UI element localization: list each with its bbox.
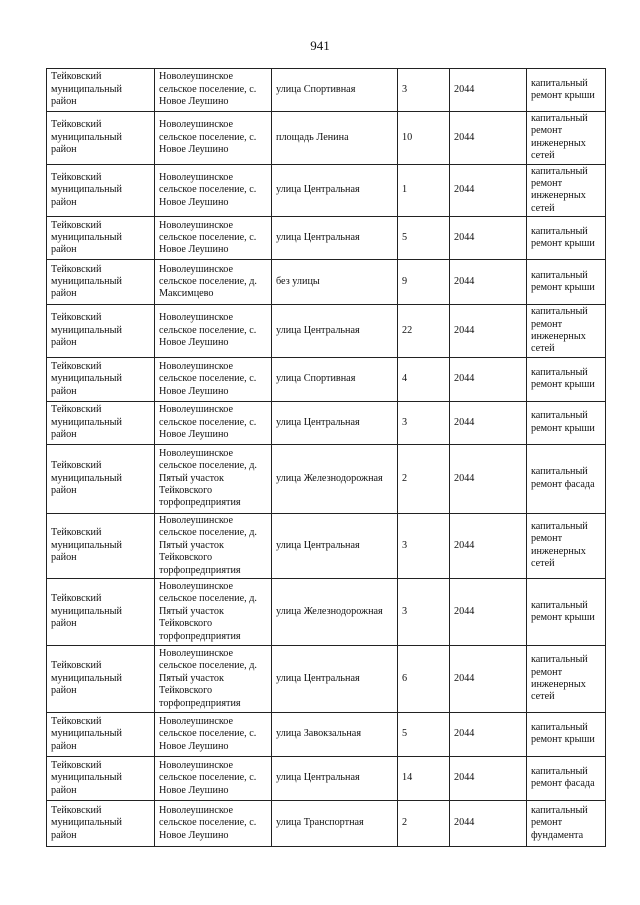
settlement-cell: Новолеушинское сельское поселение, д. Пятый участок Тейковского торфопредприятия — [155, 645, 272, 712]
table-row — [47, 800, 606, 846]
settlement-cell: Новолеушинское сельское поселение, с. Новое Леушино — [155, 712, 272, 756]
table-row — [47, 756, 606, 800]
table-row — [47, 712, 606, 756]
work-type-cell: капитальный ремонт крыши — [527, 260, 606, 305]
district-cell: Тейковский муниципальный район — [47, 513, 155, 578]
table-row — [47, 217, 606, 260]
street-cell: без улицы — [272, 260, 398, 305]
settlement-cell: Новолеушинское сельское поселение, с. Новое Леушино — [155, 112, 272, 165]
district-cell: Тейковский муниципальный район — [47, 401, 155, 444]
district-cell: Тейковский муниципальный район — [47, 578, 155, 645]
house-number-cell: 1 — [398, 164, 450, 217]
street-cell: улица Железнодорожная — [272, 578, 398, 645]
house-number-cell: 10 — [398, 112, 450, 165]
work-type-cell: капитальный ремонт крыши — [527, 401, 606, 444]
table-row — [47, 69, 606, 112]
district-cell: Тейковский муниципальный район — [47, 800, 155, 846]
page-number: 941 — [310, 38, 330, 53]
work-type-cell: капитальный ремонт инженерных сетей — [527, 513, 606, 578]
house-number-cell: 3 — [398, 578, 450, 645]
work-type-cell: капитальный ремонт фасада — [527, 756, 606, 800]
street-cell: улица Транспортная — [272, 800, 398, 846]
year-cell: 2044 — [450, 712, 527, 756]
year-cell: 2044 — [450, 357, 527, 401]
street-cell: улица Центральная — [272, 645, 398, 712]
settlement-cell: Новолеушинское сельское поселение, с. Новое Леушино — [155, 69, 272, 112]
house-number-cell: 3 — [398, 69, 450, 112]
district-cell: Тейковский муниципальный район — [47, 444, 155, 513]
repair-schedule-table — [46, 68, 606, 847]
district-cell: Тейковский муниципальный район — [47, 260, 155, 305]
table-row — [47, 401, 606, 444]
house-number-cell: 4 — [398, 357, 450, 401]
work-type-cell: капитальный ремонт крыши — [527, 357, 606, 401]
street-cell: площадь Ленина — [272, 112, 398, 165]
district-cell: Тейковский муниципальный район — [47, 164, 155, 217]
year-cell: 2044 — [450, 401, 527, 444]
table-row — [47, 164, 606, 217]
house-number-cell: 5 — [398, 217, 450, 260]
street-cell: улица Спортивная — [272, 357, 398, 401]
settlement-cell: Новолеушинское сельское поселение, с. Новое Леушино — [155, 217, 272, 260]
year-cell: 2044 — [450, 305, 527, 358]
year-cell: 2044 — [450, 513, 527, 578]
work-type-cell: капитальный ремонт крыши — [527, 578, 606, 645]
table-row — [47, 305, 606, 358]
settlement-cell: Новолеушинское сельское поселение, д. Пятый участок Тейковского торфопредприятия — [155, 444, 272, 513]
year-cell: 2044 — [450, 578, 527, 645]
year-cell: 2044 — [450, 260, 527, 305]
work-type-cell: капитальный ремонт крыши — [527, 69, 606, 112]
year-cell: 2044 — [450, 217, 527, 260]
settlement-cell: Новолеушинское сельское поселение, с. Новое Леушино — [155, 756, 272, 800]
work-type-cell: капитальный ремонт крыши — [527, 217, 606, 260]
work-type-cell: капитальный ремонт инженерных сетей — [527, 645, 606, 712]
house-number-cell: 3 — [398, 401, 450, 444]
settlement-cell: Новолеушинское сельское поселение, с. Новое Леушино — [155, 357, 272, 401]
table-row — [47, 260, 606, 305]
house-number-cell: 22 — [398, 305, 450, 358]
house-number-cell: 9 — [398, 260, 450, 305]
year-cell: 2044 — [450, 756, 527, 800]
table-row — [47, 357, 606, 401]
street-cell: улица Центральная — [272, 164, 398, 217]
district-cell: Тейковский муниципальный район — [47, 305, 155, 358]
year-cell: 2044 — [450, 112, 527, 165]
house-number-cell: 2 — [398, 800, 450, 846]
work-type-cell: капитальный ремонт крыши — [527, 712, 606, 756]
district-cell: Тейковский муниципальный район — [47, 712, 155, 756]
settlement-cell: Новолеушинское сельское поселение, д. Пятый участок Тейковского торфопредприятия — [155, 578, 272, 645]
district-cell: Тейковский муниципальный район — [47, 357, 155, 401]
table-row — [47, 112, 606, 165]
house-number-cell: 2 — [398, 444, 450, 513]
work-type-cell: капитальный ремонт инженерных сетей — [527, 164, 606, 217]
settlement-cell: Новолеушинское сельское поселение, с. Новое Леушино — [155, 800, 272, 846]
year-cell: 2044 — [450, 444, 527, 513]
table-row — [47, 444, 606, 513]
settlement-cell: Новолеушинское сельское поселение, с. Новое Леушино — [155, 305, 272, 358]
street-cell: улица Центральная — [272, 401, 398, 444]
year-cell: 2044 — [450, 800, 527, 846]
street-cell: улица Спортивная — [272, 69, 398, 112]
district-cell: Тейковский муниципальный район — [47, 645, 155, 712]
street-cell: улица Центральная — [272, 756, 398, 800]
street-cell: улица Завокзальная — [272, 712, 398, 756]
year-cell: 2044 — [450, 164, 527, 217]
street-cell: улица Центральная — [272, 217, 398, 260]
street-cell: улица Центральная — [272, 513, 398, 578]
house-number-cell: 3 — [398, 513, 450, 578]
district-cell: Тейковский муниципальный район — [47, 756, 155, 800]
street-cell: улица Железнодорожная — [272, 444, 398, 513]
year-cell: 2044 — [450, 645, 527, 712]
settlement-cell: Новолеушинское сельское поселение, с. Новое Леушино — [155, 401, 272, 444]
settlement-cell: Новолеушинское сельское поселение, д. Максимцево — [155, 260, 272, 305]
table-row — [47, 513, 606, 578]
work-type-cell: капитальный ремонт фундамента — [527, 800, 606, 846]
house-number-cell: 14 — [398, 756, 450, 800]
district-cell: Тейковский муниципальный район — [47, 69, 155, 112]
year-cell: 2044 — [450, 69, 527, 112]
settlement-cell: Новолеушинское сельское поселение, д. Пятый участок Тейковского торфопредприятия — [155, 513, 272, 578]
house-number-cell: 5 — [398, 712, 450, 756]
work-type-cell: капитальный ремонт инженерных сетей — [527, 305, 606, 358]
street-cell: улица Центральная — [272, 305, 398, 358]
house-number-cell: 6 — [398, 645, 450, 712]
work-type-cell: капитальный ремонт фасада — [527, 444, 606, 513]
table-row — [47, 578, 606, 645]
settlement-cell: Новолеушинское сельское поселение, с. Новое Леушино — [155, 164, 272, 217]
district-cell: Тейковский муниципальный район — [47, 112, 155, 165]
work-type-cell: капитальный ремонт инженерных сетей — [527, 112, 606, 165]
table-body — [47, 69, 606, 847]
table-row — [47, 645, 606, 712]
district-cell: Тейковский муниципальный район — [47, 217, 155, 260]
